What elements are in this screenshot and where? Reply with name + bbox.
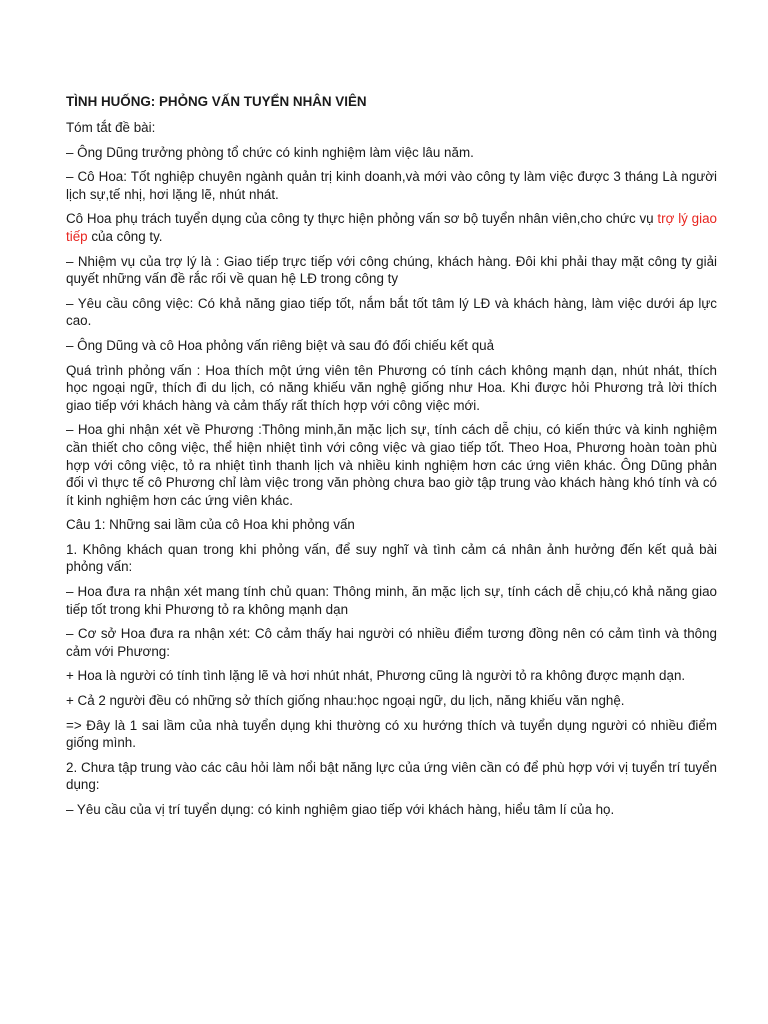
paragraph-summary-heading: Tóm tắt đề bài:: [66, 120, 156, 135]
hoa-role-text-before: Cô Hoa phụ trách tuyển dụng của công ty thực hiện phỏng vấn sơ bộ tuyển nhân viên,cho chức vụ: [66, 211, 658, 227]
paragraph-conclusion-mistake: => Đây là 1 sai lầm của nhà tuyển dụng khi thường có xu hướng thích và tuyển dụng người có nhiều điểm giống mình.: [66, 717, 717, 751]
paragraph-separate-interviews: – Ông Dũng và cô Hoa phỏng vấn riêng biệt và sau đó đối chiếu kết quả: [66, 337, 495, 353]
paragraph-similar-hobbies: + Cả 2 người đều có những sở thích giống nhau:học ngoại ngữ, du lịch, năng khiếu văn nghệ.: [66, 693, 625, 709]
paragraph-position-requirements: – Yêu cầu của vị trí tuyển dụng: có kinh nghiệm giao tiếp với khách hàng, hiểu tâm lí của họ.: [66, 802, 615, 817]
paragraph-interview-process: Quá trình phỏng vấn : Hoa thích một ứng viên tên Phương có tính cách không mạnh dạn, nhút nhát, thích học ngoại ngữ, thích đi du lịch, có năng khiếu văn nghệ giống như Hoa. Khi được hỏi Phương trả lời thích giao tiếp với khách hàng và cảm thấy rất thích hợp với công việc mới.: [66, 362, 717, 413]
paragraph-mistake-1: 1. Không khách quan trong khi phỏng vấn, để suy nghĩ và tình cảm cá nhân ảnh hưởng đến kết quả bài phỏng vấn:: [66, 541, 717, 575]
paragraph-hoa-role: [66, 210, 717, 245]
paragraph-ong-dung: – Ông Dũng trưởng phòng tổ chức có kinh nghiệm làm việc lâu năm.: [66, 144, 474, 160]
paragraph-assistant-duties: – Nhiệm vụ của trợ lý là : Giao tiếp trực tiếp với công chúng, khách hàng. Đôi khi phải thay mặt công ty giải quyết những vấn đề rắc rối về quan hệ LĐ trong công ty: [66, 253, 717, 287]
paragraph-similar-personality: + Hoa là người có tính tình lặng lẽ và hơi nhút nhát, Phương cũng là người tỏ ra không được mạnh dạn.: [66, 668, 686, 684]
paragraph-subjective-comments: – Hoa đưa ra nhận xét mang tính chủ quan: Thông minh, ăn mặc lịch sự, tính cách dễ chịu,có khả năng giao tiếp tốt trong khi Phương tỏ ra không mạnh dạn: [66, 584, 717, 617]
document-title: TÌNH HUỐNG: PHỎNG VẤN TUYỂN NHÂN VIÊN: [66, 94, 367, 109]
paragraph-job-requirements: – Yêu cầu công việc: Có khả năng giao tiếp tốt, nắm bắt tốt tâm lý LĐ và khách hàng, làm việc dưới áp lực cao.: [66, 295, 717, 329]
hoa-role-text-after: của công ty.: [87, 228, 163, 244]
paragraph-co-hoa: – Cô Hoa: Tốt nghiệp chuyên ngành quản trị kinh doanh,và mới vào công ty làm việc được 3 tháng Là người lịch sự,tế nhị, hơi lặng lẽ, nhút nhát.: [66, 169, 717, 202]
paragraph-mistake-2: 2. Chưa tập trung vào các câu hỏi làm nổi bật năng lực của ứng viên cần có để phù hợp với vị tuyển trí tuyển dụng:: [66, 759, 717, 793]
paragraph-question-1: Câu 1: Những sai lầm của cô Hoa khi phỏng vấn: [66, 517, 355, 533]
paragraph-hoa-assessment: – Hoa ghi nhận xét về Phương :Thông minh,ăn mặc lịch sự, tính cách dễ chịu, có kiến thức và kinh nghiệm cần thiết cho công việc, thể hiện nhiệt tình với công việc và giao tiếp tốt. Theo Hoa, Phương hoàn toàn phù hợp với công việc, tỏ ra nhiệt tình thanh lịch và nhiều kinh nghiệm hơn các ứng viên khác. Ông Dũng phản đối vì thực tế cô Phương chỉ làm việc trong văn phòng chưa bao giờ tập trung vào khách hàng khó tính và có ít kinh nghiệm hơn các ứng viên khác.: [66, 422, 717, 508]
paragraph-basis-of-comments: – Cơ sở Hoa đưa ra nhận xét: Cô cảm thấy hai người có nhiều điểm tương đồng nên có cảm tình và thông cảm với Phương:: [66, 626, 717, 659]
highlighted-job-title: trợ lý giao tiếp: [66, 211, 718, 244]
